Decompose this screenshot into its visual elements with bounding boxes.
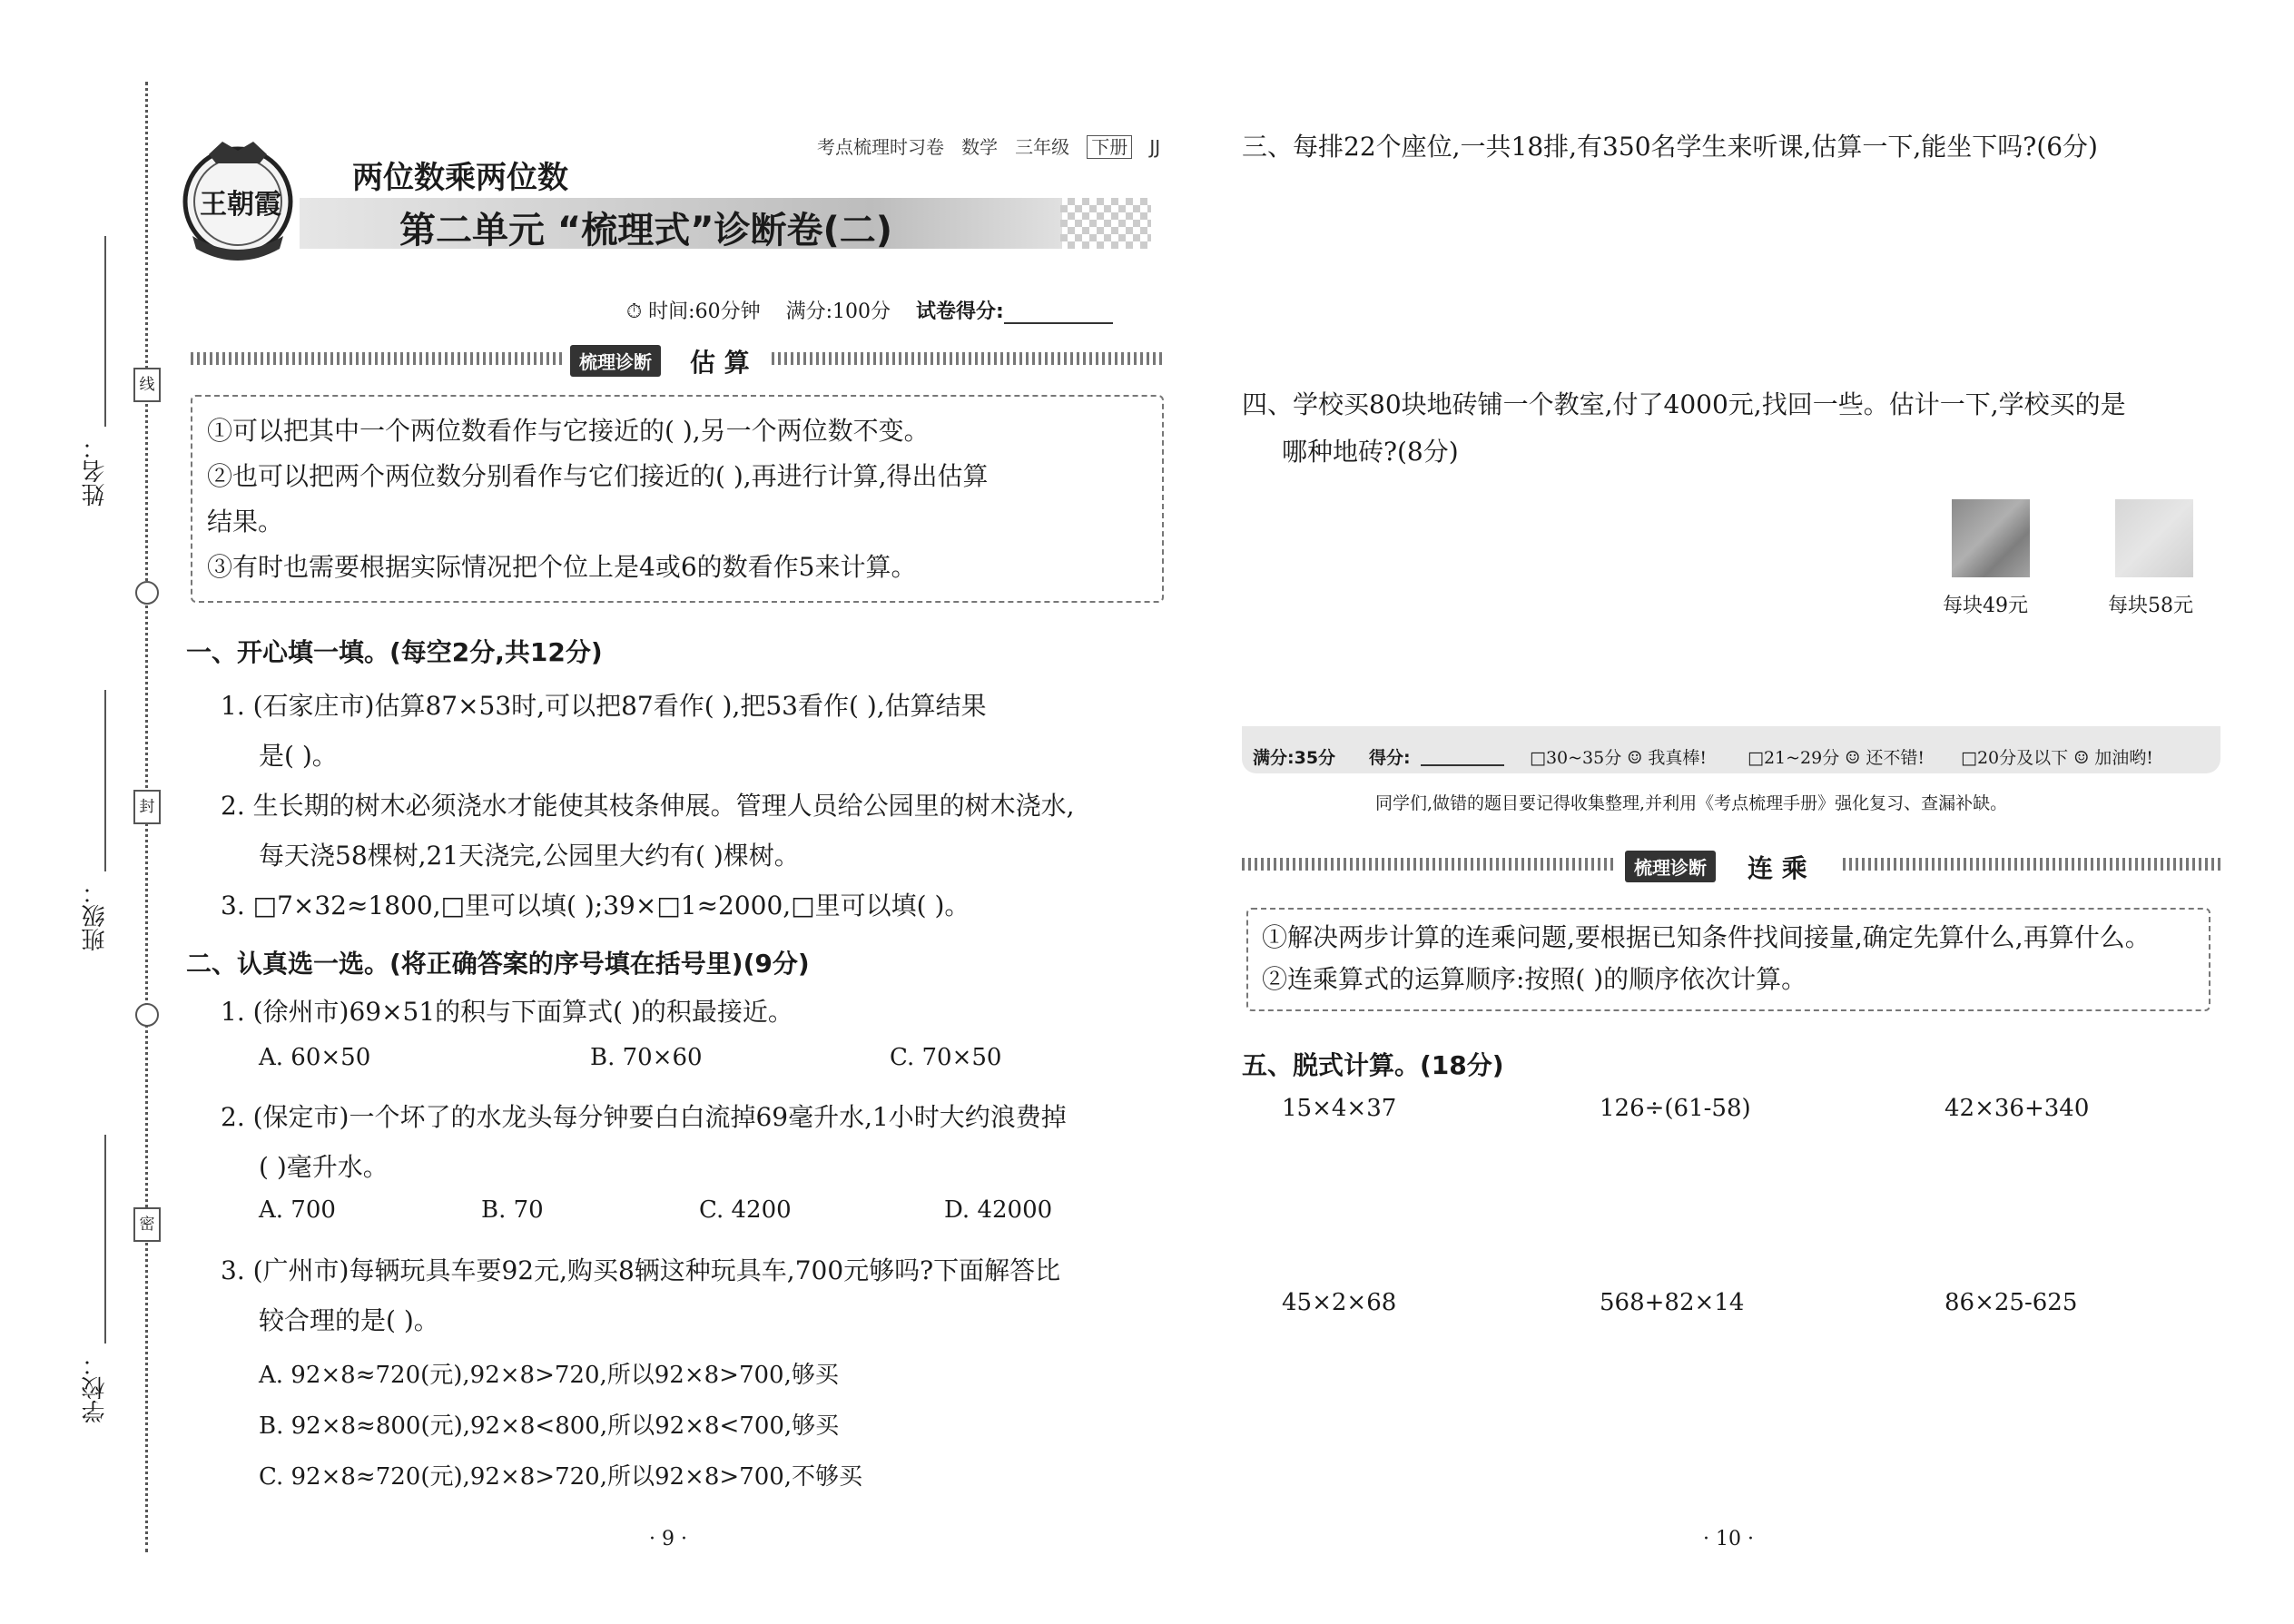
option: A. 92×8≈720(元),92×8>720,所以92×8>700,够买 [259,1362,839,1389]
mult-point: ②连乘算式的运算顺序:按照( )的顺序依次计算。 [1262,964,1807,994]
hatch-divider [1242,858,1614,871]
option: C. 70×50 [890,1044,1002,1071]
tile-price: 每块58元 [2108,595,2193,617]
section-tag: 梳理诊断 [1625,851,1716,882]
name-label: 姓名： [82,436,109,507]
series-name: 考点梳理时习卷 [817,136,944,158]
tile-price: 每块49元 [1943,595,2028,617]
class-label: 班级： [82,881,109,951]
option: B. 70×60 [590,1044,703,1071]
calc-expression: 15×4×37 [1282,1095,1397,1122]
score-option-text: 我真棒! [1648,748,1708,768]
score-option[interactable] [1748,744,1925,769]
score-full: 满分:35分 [1253,748,1336,768]
score-option-text: 加油哟! [2094,748,2153,768]
question-2-3-cont: 较合理的是( )。 [259,1305,439,1335]
school-label: 学校： [82,1353,109,1423]
hatch-divider [772,352,1162,365]
score-option[interactable] [1530,744,1707,769]
score-blank[interactable] [1004,299,1113,324]
options-2-3 [259,1350,862,1502]
question-2-2-text: 2. (保定市)一个坏了的水龙头每分钟要白白流掉69毫升水,1小时大约浪费掉 [221,1102,1067,1132]
estimate-point: ②也可以把两个两位数分别看作与它们接近的( ),再进行计算,得出估算 [207,461,989,491]
name-line [104,236,106,427]
score-option[interactable] [1961,744,2153,769]
smile-icon: ☺ [2073,748,2090,768]
mark-feng: 封 [133,790,161,824]
term: 下册 [1087,135,1132,159]
logo-text: 王朝霞 [200,189,281,221]
section2-title: 二、认真选一选。(将正确答案的序号填在括号里)(9分) [186,949,810,979]
knot-icon [135,1003,159,1027]
section1-questions [221,681,1075,930]
mult-points [1262,917,2151,1000]
floor-tile-dark [1952,499,2030,577]
option: A. 60×50 [259,1044,371,1071]
estimate-points [207,408,989,590]
question-2-2 [221,1092,1067,1192]
score-label: 试卷得分: [915,300,1004,323]
section5-title: 五、脱式计算。(18分) [1242,1050,1504,1080]
score-got-label: 得分: [1369,748,1411,768]
section4-question [1242,381,2126,476]
page-number-right: · 10 · [1703,1528,1754,1550]
school-line [104,1135,106,1343]
edition: JJ [1149,136,1161,158]
time-limit: 时间:60分钟 [648,300,761,323]
question-1-1: 1. (石家庄市)估算87×53时,可以把87看作( ),把53看作( ),估算结果 [221,691,987,721]
question-1-3: 3. □7×32≈1800,□里可以填( );39×□1≈2000,□里可以填( )。 [221,891,970,920]
calc-expression: 86×25-625 [1944,1289,2078,1316]
option: B. 70 [481,1196,544,1224]
exam-info [626,296,1113,324]
option: C. 4200 [699,1196,792,1224]
section3-question: 三、每排22个座位,一共18排,有350名学生来听课,估算一下,能坐下吗?(6分) [1242,132,2098,162]
question-2-3-text: 3. (广州市)每辆玩具车要92元,购买8辆这种玩具车,700元够吗?下面解答比 [221,1255,1061,1285]
score-option-text: 还不错! [1866,748,1925,768]
option: A. 700 [259,1196,336,1224]
topic-title: 两位数乘两位数 [352,160,568,196]
calc-expression: 42×36+340 [1944,1095,2090,1122]
option: D. 42000 [944,1196,1053,1224]
calc-expression: 45×2×68 [1282,1289,1397,1316]
subject: 数学 [961,136,999,158]
estimate-point: ①可以把其中一个两位数看作与它接近的( ),另一个两位数不变。 [207,416,930,446]
section-tag: 梳理诊断 [570,345,661,377]
smile-icon: ☺ [1845,748,1861,768]
hatch-divider [1843,858,2220,871]
grade: 三年级 [1015,136,1070,158]
score-got-blank[interactable] [1421,764,1504,766]
mult-point: ①解决两步计算的连乘问题,要根据已知条件找间接量,确定先算什么,再算什么。 [1262,922,2151,952]
question-1-1-cont: 是( )。 [259,741,338,771]
reminder-text: 同学们,做错的题目要记得收集整理,并利用《考点梳理手册》强化复习、查漏补缺。 [1375,793,2008,813]
mark-mi: 密 [133,1207,161,1242]
clock-icon: ⏱ [626,300,643,323]
floor-tile-light [2115,499,2193,577]
score-option-range: □21~29分 [1748,748,1840,768]
section-title: 连 乘 [1748,853,1807,883]
section-title: 估 算 [690,348,750,378]
question-2-3 [221,1245,1060,1345]
knot-icon [135,581,159,605]
logo [172,136,300,263]
score-option-range: □20分及以下 [1961,748,2069,768]
score-option-range: □30~35分 [1530,748,1622,768]
question-2-2-cont: ( )毫升水。 [259,1152,389,1182]
header-meta [817,133,1160,159]
option: B. 92×8≈800(元),92×8<800,所以92×8<700,够买 [259,1412,840,1440]
smile-icon: ☺ [1627,748,1643,768]
estimate-point: 结果。 [207,507,284,536]
page-number-left: · 9 · [649,1528,687,1550]
section1-title: 一、开心填一填。(每空2分,共12分) [186,637,603,667]
question-1-2-cont: 每天浇58棵树,21天浇完,公园里大约有( )棵树。 [259,841,800,871]
page-title: 第二单元 “梳理式”诊断卷(二) [399,210,893,251]
question-2-1: 1. (徐州市)69×51的积与下面算式( )的积最接近。 [221,997,793,1027]
section4-text: 四、学校买80块地砖铺一个教室,付了4000元,找回一些。估计一下,学校买的是 [1242,389,2126,419]
calc-expression: 568+82×14 [1600,1289,1745,1316]
section4-cont: 哪种地砖?(8分) [1282,437,1459,467]
mark-xian: 线 [133,368,161,402]
title-banner-pattern [1060,198,1151,249]
calc-expression: 126÷(61-58) [1600,1095,1751,1122]
option: C. 92×8≈720(元),92×8>720,所以92×8>700,不够买 [259,1463,863,1491]
question-1-2: 2. 生长期的树木必须浇水才能使其枝条伸展。管理人员给公园里的树木浇水, [221,791,1075,821]
estimate-point: ③有时也需要根据实际情况把个位上是4或6的数看作5来计算。 [207,552,917,582]
full-score: 满分:100分 [785,300,891,323]
hatch-divider [191,352,563,365]
class-line [104,690,106,871]
